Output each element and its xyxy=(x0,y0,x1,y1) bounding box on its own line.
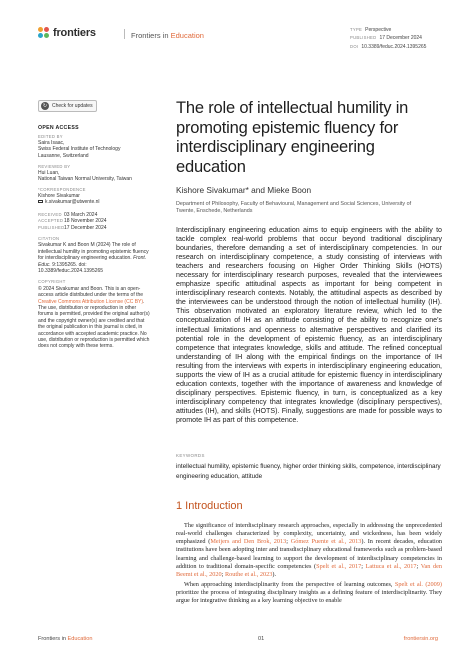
published-value: 17 December 2024 xyxy=(379,35,422,42)
text-run: ; xyxy=(286,538,291,546)
copyright-pre: © 2024 Sivakumar and Boon. This is an open-access article distributed under the terms of the xyxy=(38,285,144,299)
mail-icon xyxy=(38,200,43,204)
article-meta xyxy=(350,26,426,51)
citation-link[interactable]: Spelt et al. (2009) xyxy=(394,581,442,589)
text-run: ; xyxy=(221,570,225,578)
keywords-list: intellectual humility, epistemic fluency, higher order thinking skills, competence, interdisciplinary engineering education, attitude xyxy=(176,463,441,480)
correspondence-email[interactable]: k.sivakumar@utwente.nl xyxy=(45,199,100,206)
footer-journal-name[interactable]: Education xyxy=(67,636,93,642)
citation-link[interactable]: Lattuca et al., 2017 xyxy=(365,562,417,570)
type-label: TYPE xyxy=(350,27,363,32)
open-access-label: OPEN ACCESS xyxy=(38,125,79,131)
type-value: Perspective xyxy=(365,27,392,33)
text-run: prioritize the process of integrating disciplinary insights as a defining feature of interdisciplinarity. They argue for integrative thinking as a key learning objective to enable xyxy=(176,589,442,605)
reviewed-label: REVIEWED BY xyxy=(38,164,71,170)
text-run: ). In recent decades, education institutions have been adopting inter and transdisciplinary educational frameworks such as problem-based learning and challenge-based learning to support the development of interdisciplinary competencies in addition to traditional domain-specific competencies ( xyxy=(176,538,442,570)
article-affiliation: Department of Philosophy, Faculty of Behavioural, Management and Social Sciences, University of Twente, Enschede, Netherlands xyxy=(176,201,412,214)
introduction-body xyxy=(176,522,442,608)
site-link[interactable]: frontiersin.org xyxy=(403,636,438,642)
sidebar-published-value: 17 December 2024 xyxy=(64,224,107,231)
section-heading-introduction: 1 Introduction xyxy=(176,500,243,512)
sidebar-published-label: PUBLISHED xyxy=(38,224,65,230)
paragraph xyxy=(176,581,442,605)
received-label: RECEIVED xyxy=(38,211,62,217)
editor-line: Saira Isaac, xyxy=(38,139,65,146)
paragraph xyxy=(176,522,442,579)
article-title: The role of intellectual humility in promoting epistemic fluency for interdisciplinary engineering education xyxy=(176,99,409,176)
brand-name: frontiers xyxy=(53,27,96,39)
text-run: ; xyxy=(361,562,366,570)
page-number: 01 xyxy=(258,636,265,642)
footer-journal xyxy=(38,636,92,642)
reviewer-line: National Taiwan Normal University, Taiwan xyxy=(38,176,132,183)
received-value: 03 March 2024 xyxy=(64,211,98,218)
citation-journal: Front. Educ. xyxy=(38,255,147,268)
text-run: ; xyxy=(416,562,421,570)
frontiers-logo-icon xyxy=(38,27,50,39)
citation-doi[interactable]: doi: 10.3389/feduc.2024.1395265 xyxy=(38,261,104,274)
journal-title xyxy=(124,29,204,40)
citation-volume: 9:1395265. xyxy=(50,261,78,268)
article-sidebar xyxy=(38,100,150,350)
published-label: PUBLISHED xyxy=(350,35,377,41)
copyright-block xyxy=(38,286,150,350)
history-dates xyxy=(38,212,150,231)
text-run: The significance of interdisciplinary research approaches, especially in addressing the unprecedented real-world challenges characterized by complexity, uncertainty, and wickedness, has been widely emphasized ( xyxy=(176,522,442,546)
article-abstract: Interdisciplinary engineering education aims to equip engineers with the ability to tackle complex real-world problems that occur beyond traditional disciplinary boundaries, therefore demanding a set of interdisciplinary competencies. In our research on interdisciplinary competence, a study consisting of interviews with teachers and researchers focusing on Higher Order Thinking Skills (HOTS) necessary for interdisciplinary research purposes, revealed that the interviewees emphasize specific attitudinal aspects as important for being competent in interdisciplinary research contexts. Notably, the attitudinal aspects as described by the interviewees can be understood through the notion of intellectual humility (IH). This observation motivated an exploratory literature review, which led to the conceptualization of IH as an attitude consisting of the ability to recognize one's intellectual limitations and openness to alternative perspectives and clarified its potential role in the development of epistemic fluency, as an interdisciplinary competence that integrates knowledge, skills and attitude. The refined conceptual understanding of IH along with the empirical findings on the importance of IH resulting from the interviews with experts in interdisciplinary engineering education, supports the view of IH as a crucial attitude for epistemic fluency in interdisciplinary education contexts, together with the importance of awareness and knowledge of disciplinary perspectives. Epistemic fluency, in turn, is conceptualized as a key interdisciplinary competency that integrates knowledge (disciplinary perspectives), attitudes (IH), and skills (HOTS). Finally, suggestions are made for possible ways to promote IH as part of this competence. xyxy=(176,226,442,424)
edited-label: EDITED BY xyxy=(38,134,63,140)
citation-link[interactable]: Gómez Puente et al., 2013 xyxy=(290,538,362,546)
correspondence-email-row[interactable] xyxy=(38,199,150,205)
journal-name[interactable]: Education xyxy=(170,31,204,40)
doi-value[interactable]: 10.3389/feduc.2024.1395265 xyxy=(361,43,427,50)
license-link[interactable]: Creative Commons Attribution License (CC BY) xyxy=(38,298,144,305)
accepted-label: ACCEPTED xyxy=(38,218,64,224)
check-updates-label: Check for updates xyxy=(52,102,93,109)
keywords-label: KEYWORDS xyxy=(176,453,205,458)
citation-link[interactable]: Meijers and Den Brok, 2013 xyxy=(210,538,287,546)
citation-block xyxy=(38,242,150,274)
check-updates-button[interactable] xyxy=(38,100,97,112)
correspondence-label: *CORRESPONDENCE xyxy=(38,187,86,193)
text-run: When approaching interdisciplinarity from the perspective of learning outcomes, xyxy=(184,581,395,589)
copyright-post: . The use, distribution or reproduction in other forums is permitted, provided the original author(s) and the copyright owner(s) are credited and that the original publication in this journal is cited, in accordance with accepted academic practice. No use, distribution or reproduction is permitted which does not comply with these terms. xyxy=(38,298,150,350)
copyright-label: COPYRIGHT xyxy=(38,279,66,285)
text-run: ). xyxy=(272,570,277,578)
header-divider xyxy=(124,29,125,39)
doi-label: DOI xyxy=(350,43,359,49)
citation-link[interactable]: Spelt et al., 2017 xyxy=(316,562,362,570)
accepted-value: 18 November 2024 xyxy=(64,218,107,225)
footer-journal-prefix: Frontiers in xyxy=(38,636,66,642)
editor-line: Swiss Federal Institute of Technology xyxy=(38,146,121,153)
frontiers-logo[interactable] xyxy=(38,27,96,39)
journal-prefix: Frontiers in xyxy=(131,31,169,40)
citation-text: Sivakumar K and Boon M (2024) The role of intellectual humility in promoting epistemic fluency for interdisciplinary engineering education. xyxy=(38,242,149,262)
page-footer xyxy=(38,636,438,646)
refresh-icon: ↻ xyxy=(42,103,48,109)
citation-link[interactable]: Routhe et al., 2023 xyxy=(224,570,273,578)
editor-line: Lausanne, Switzerland xyxy=(38,152,89,159)
page-header xyxy=(38,24,438,54)
reviewer-line: Hui Luan, xyxy=(38,169,60,176)
citation-link[interactable]: Van den Beemt et al., 2020 xyxy=(176,562,442,578)
correspondence-name: Kishore Sivakumar xyxy=(38,192,80,199)
article-authors: Kishore Sivakumar* and Mieke Boon xyxy=(176,185,312,195)
citation-label: CITATION xyxy=(38,235,60,241)
